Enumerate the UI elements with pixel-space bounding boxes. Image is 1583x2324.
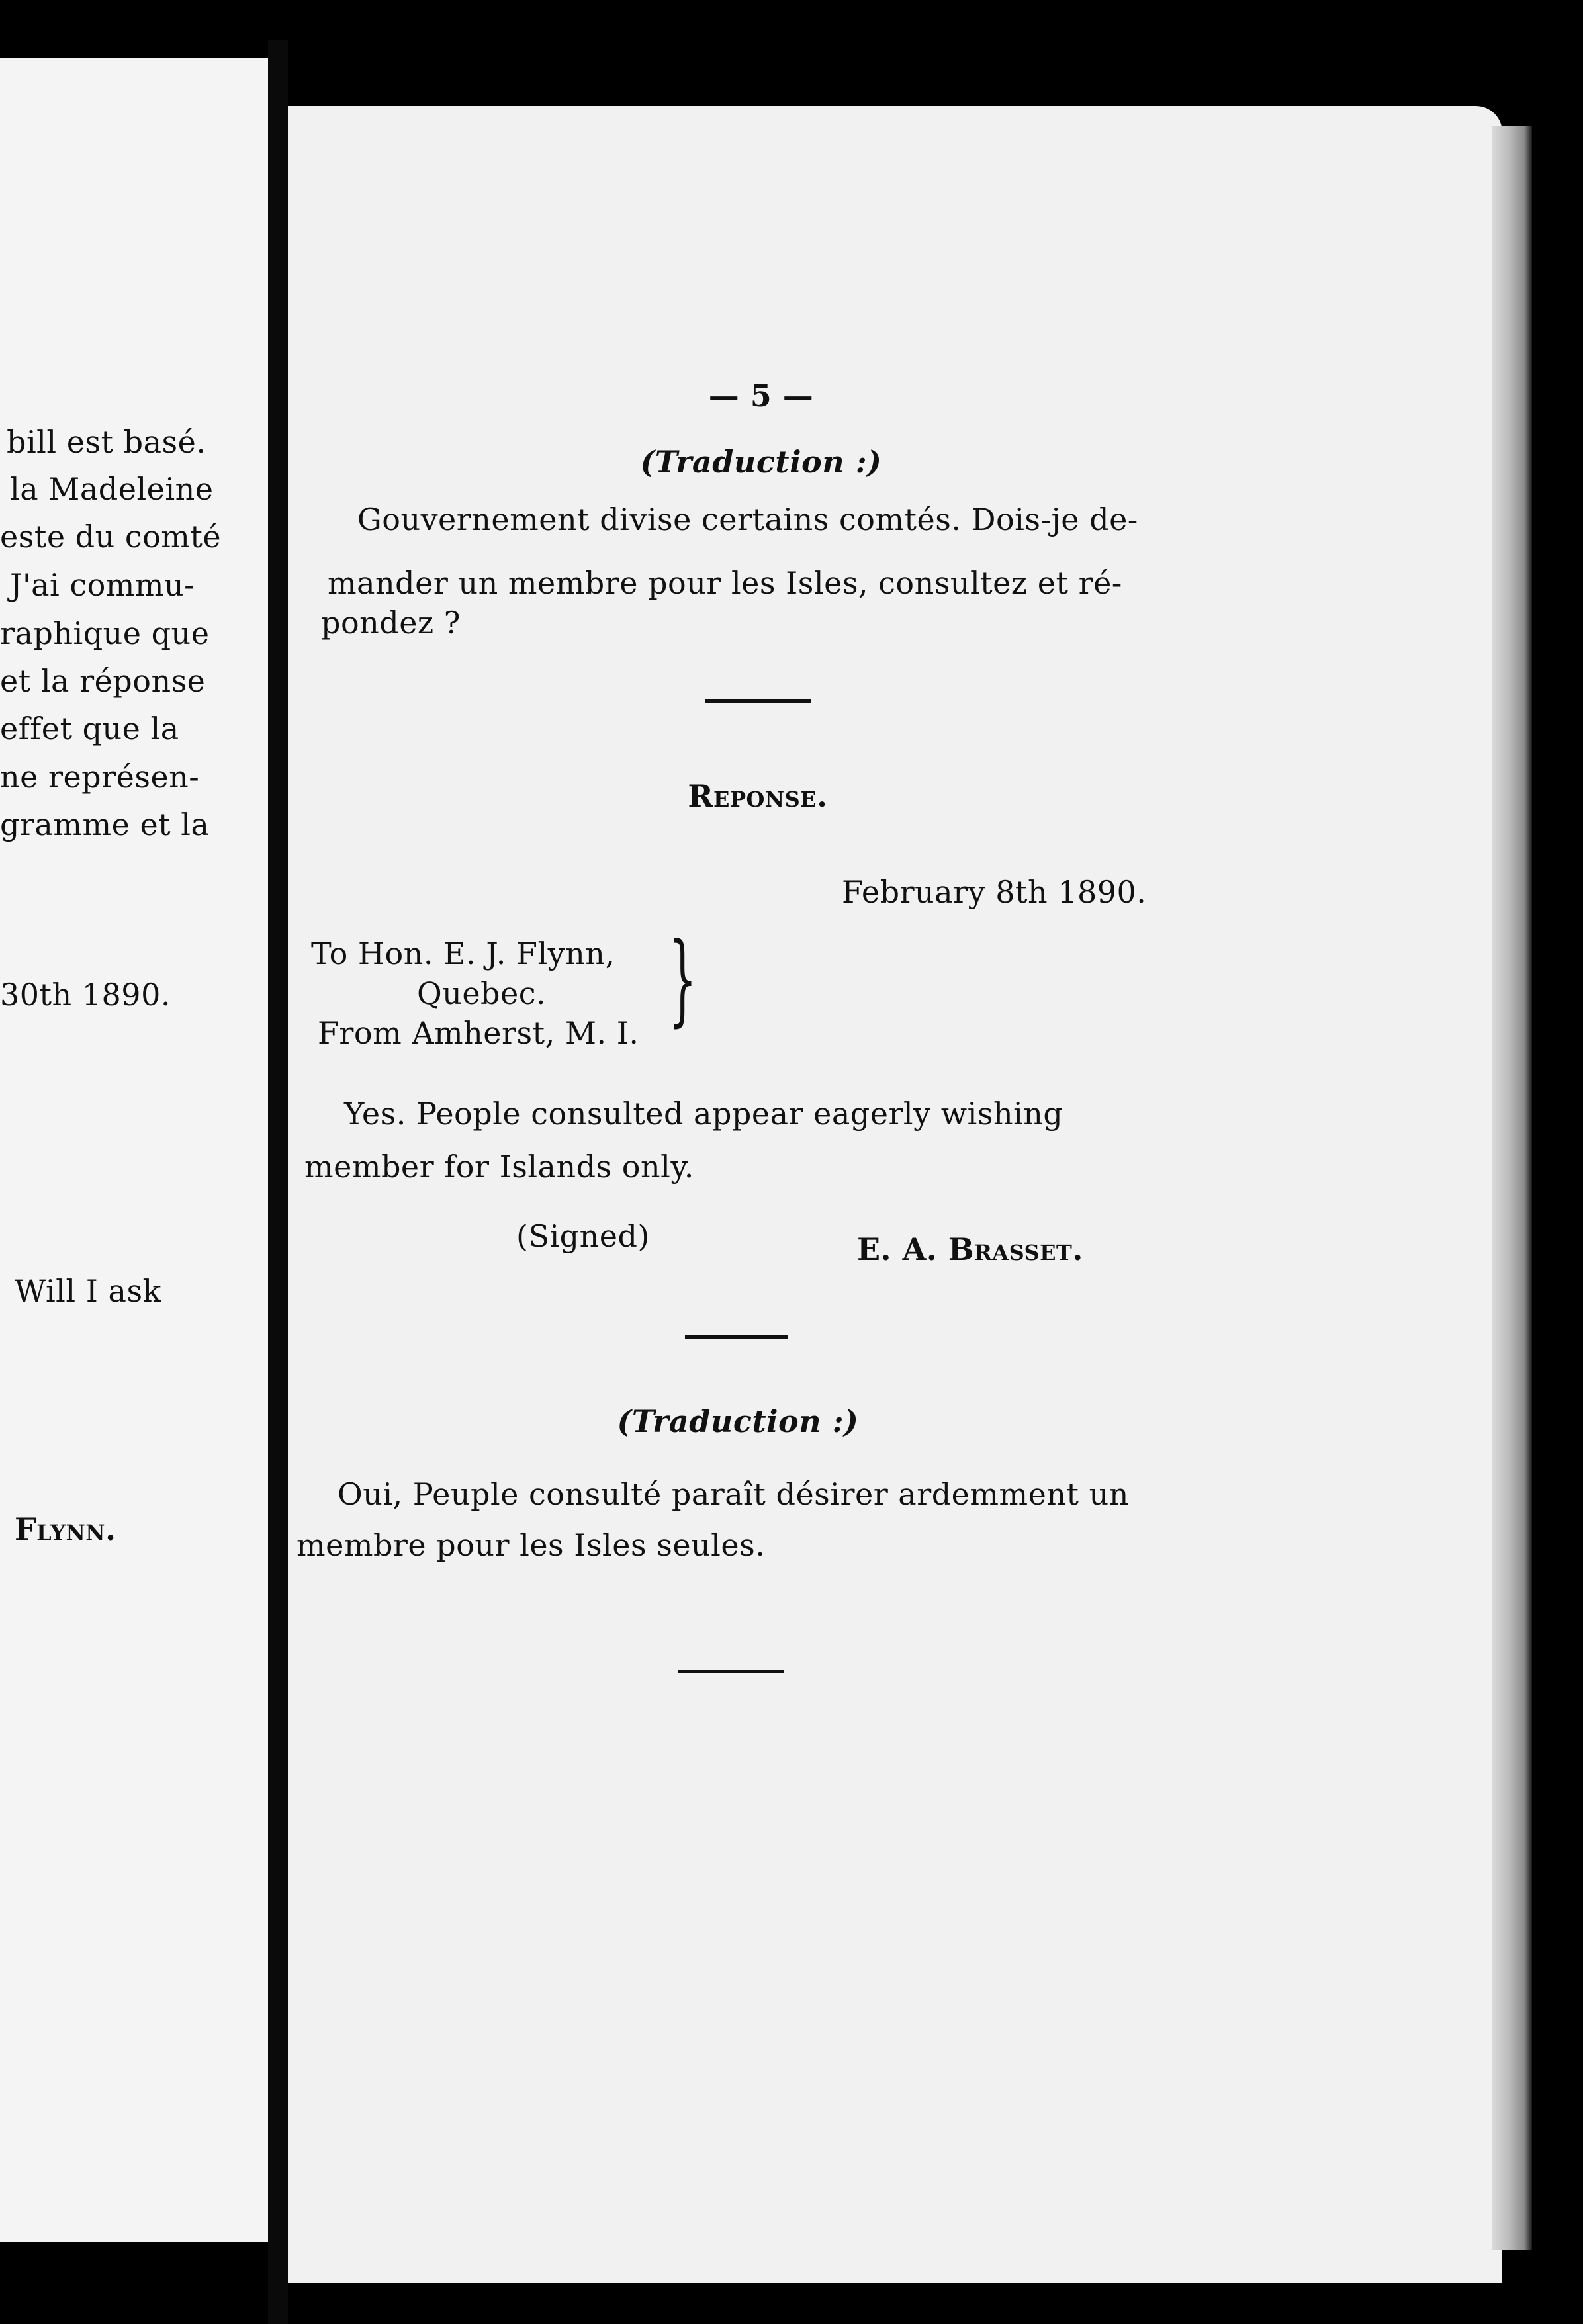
left-page-line: et la réponse [0,663,206,699]
address-line-city: Quebec. [417,975,547,1011]
paragraph-2-line: Yes. People consulted appear eagerly wishing [344,1096,1063,1132]
address-line-from: From Amherst, M. I. [318,1015,639,1051]
left-page-line: 30th 1890. [0,977,171,1012]
paragraph-2-line: member for Islands only. [304,1149,694,1184]
left-page-line: este du comté [0,519,222,555]
left-page-line: effet que la [0,711,179,746]
paragraph-1-line: pondez ? [321,605,461,641]
signatory: E. A. Brasset. [857,1231,1083,1267]
left-page-line: ne représen- [0,759,200,795]
left-page-line: gramme et la [0,807,210,842]
section-rule [685,1335,788,1339]
page-number: — 5 — [708,378,814,414]
left-page-line: raphique que [0,615,210,651]
address-recipient: To Hon. E. J. Flynn, [311,936,615,971]
book-gutter [268,40,288,2324]
paragraph-3-line: membre pour les Isles seules. [296,1527,766,1563]
left-page-line: Will I ask [15,1273,161,1309]
paragraph-3-line: Oui, Peuple consulté paraît désirer ardemment un [338,1476,1129,1512]
left-page-signature: Flynn. [15,1511,116,1547]
telegram-date: February 8th 1890. [842,874,1147,910]
paragraph-1-line: Gouvernement divise certains comtés. Dois-je de- [357,502,1138,537]
left-page-line: bill est basé. [7,424,206,460]
signed-label: (Signed) [516,1218,650,1254]
translation-heading-1: (Traduction :) [640,444,882,480]
section-rule [705,699,811,703]
translation-heading-2: (Traduction :) [617,1404,859,1439]
section-rule [678,1670,784,1673]
page-edge [1492,126,1532,2250]
address-brace-icon: } [668,922,697,1037]
paragraph-1-line: mander un membre pour les Isles, consultez et ré- [328,565,1122,601]
left-page-line: J'ai commu- [10,567,195,603]
left-page-line: la Madeleine [10,471,214,507]
reponse-heading: Reponse. [688,778,828,814]
address-line-to [311,938,615,969]
main-page [288,106,1502,2283]
left-facing-page [0,58,268,2242]
